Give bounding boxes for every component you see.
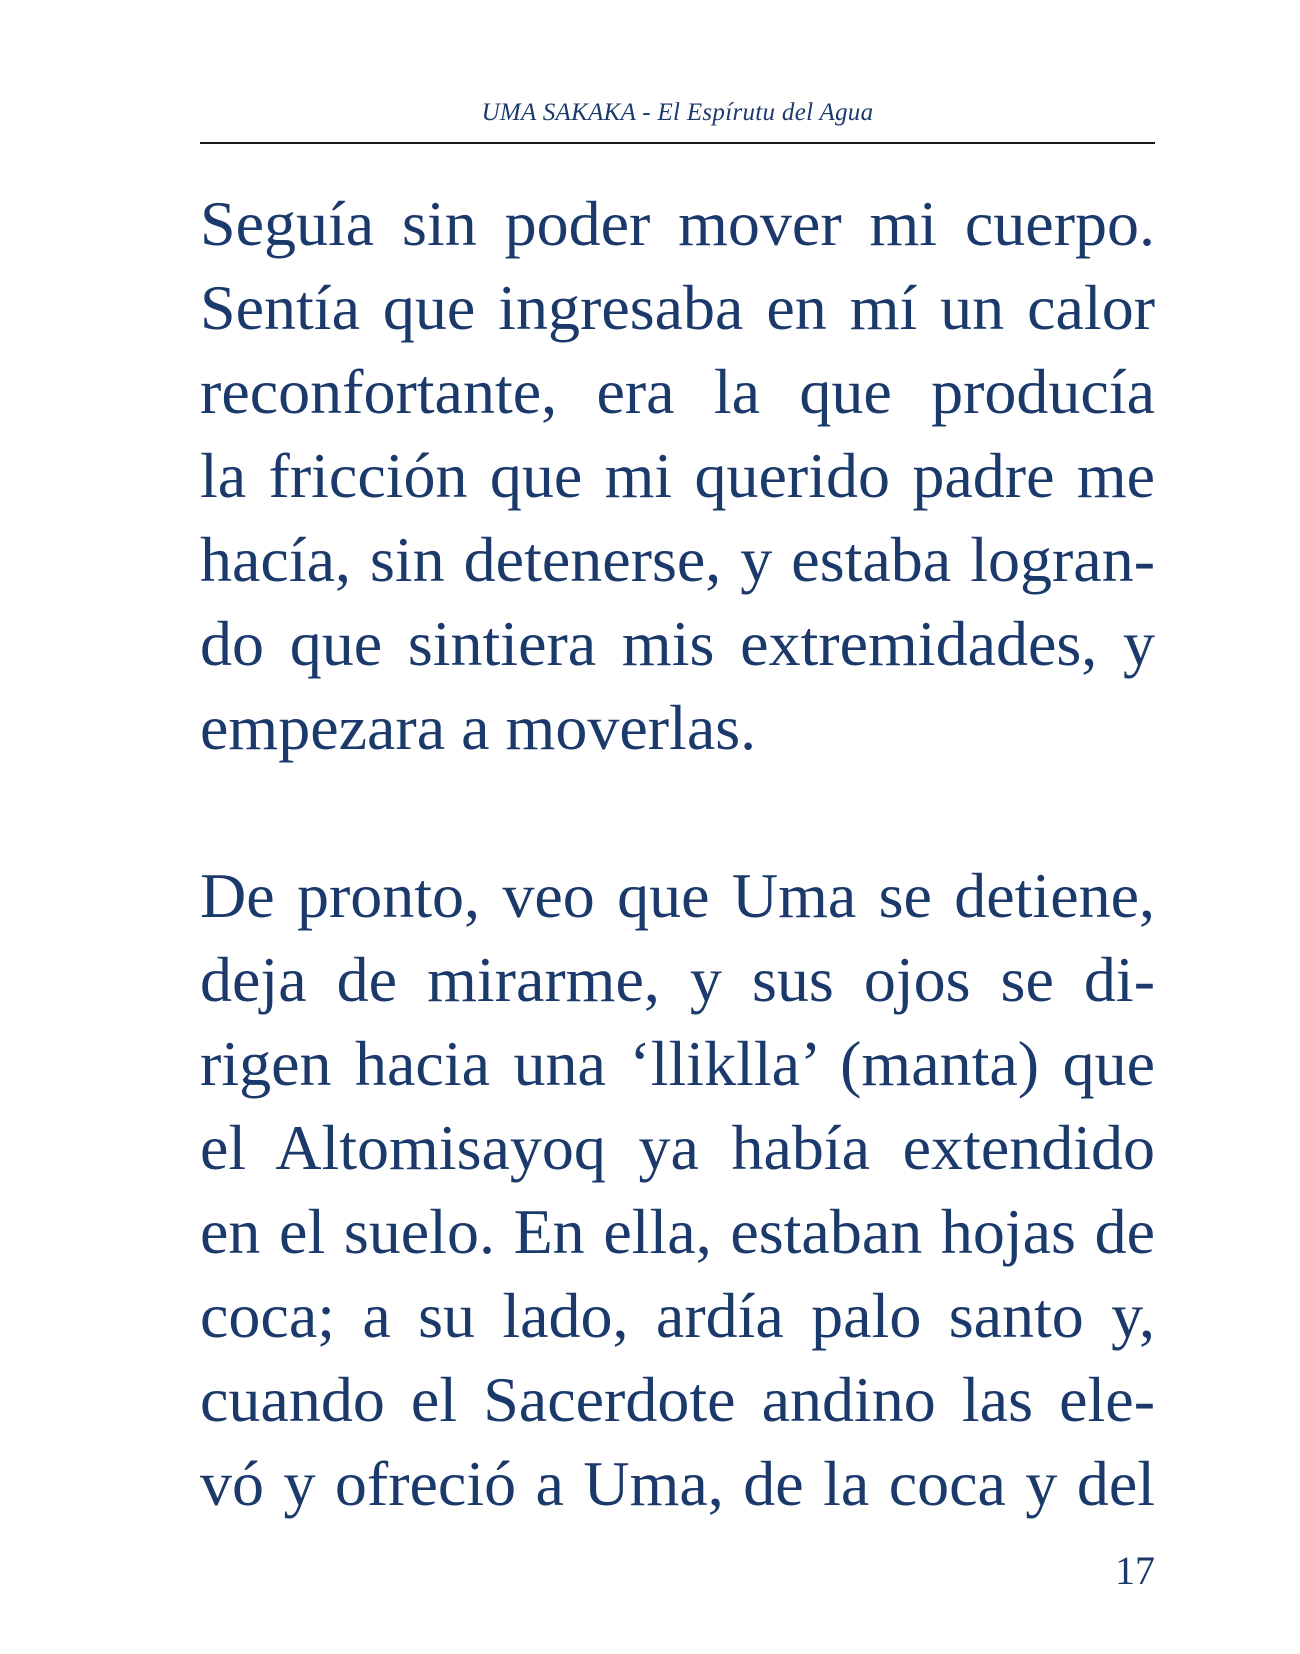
paragraph-1: [200, 182, 1155, 770]
page-number: 17: [1115, 1548, 1155, 1593]
paragraph-2: [200, 854, 1155, 1526]
paragraph-spacer: [200, 770, 1155, 854]
text-line: vó y ofreció a Uma, de la coca y del: [200, 1448, 1155, 1519]
text-line: reconfortante, era la que producía: [200, 356, 1155, 427]
text-line: en el suelo. En ella, estaban hojas de: [200, 1196, 1155, 1267]
running-header-title: UMA SAKAKA - El Espírutu del Agua: [481, 99, 874, 126]
header-divider: [200, 142, 1155, 144]
text-line: coca; a su lado, ardía palo santo y,: [200, 1280, 1155, 1351]
text-line: do que sintiera mis extremidades, y: [200, 608, 1155, 679]
body-text: [200, 182, 1155, 1526]
text-line: la fricción que mi querido padre me: [200, 440, 1155, 511]
text-line: cuando el Sacerdote andino las ele-: [200, 1364, 1155, 1435]
text-line: empezara a moverlas.: [200, 692, 757, 763]
text-line: Seguía sin poder mover mi cuerpo.: [200, 188, 1155, 259]
text-line: el Altomisayoq ya había extendido: [200, 1112, 1155, 1183]
text-line: De pronto, veo que Uma se detiene,: [200, 860, 1155, 931]
text-line: deja de mirarme, y sus ojos se di-: [200, 944, 1155, 1015]
text-line: rigen hacia una ‘lliklla’ (manta) que: [200, 1028, 1155, 1099]
text-line: Sentía que ingresaba en mí un calor: [200, 272, 1155, 343]
text-line: hacía, sin detenerse, y estaba logran-: [200, 524, 1155, 595]
